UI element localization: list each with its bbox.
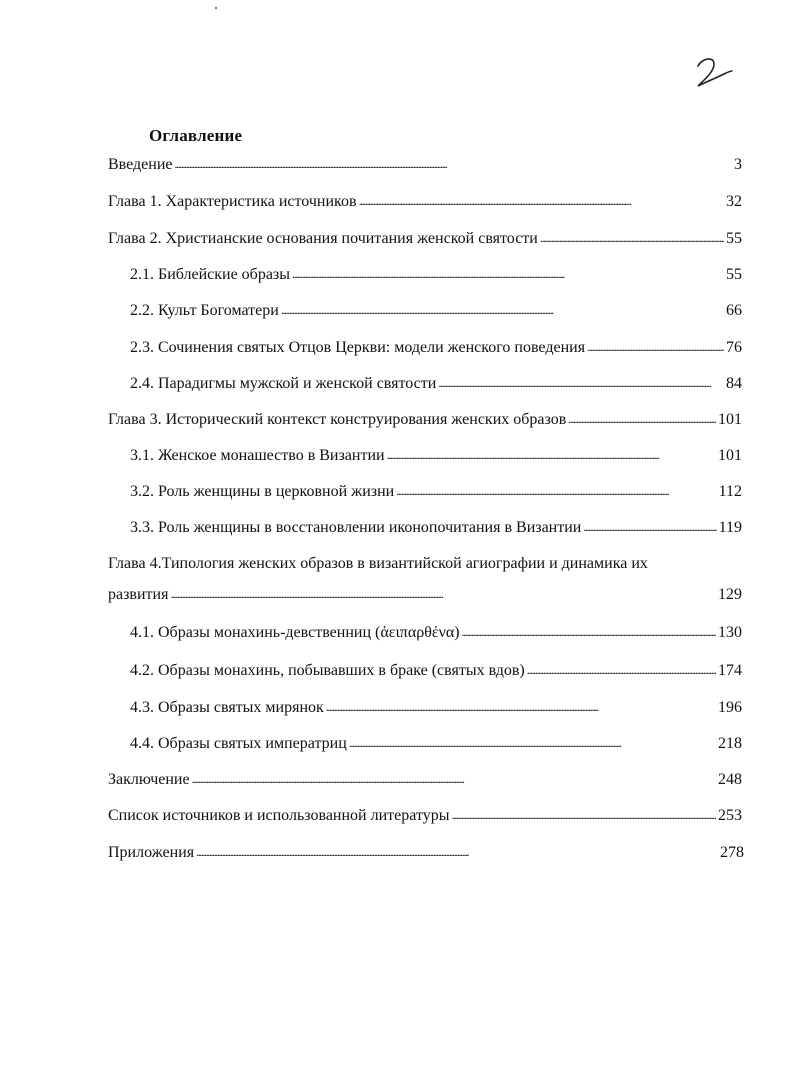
toc-entry-page: 196 bbox=[718, 699, 742, 716]
toc-entry-section-2-4[interactable] bbox=[130, 374, 742, 394]
toc-leader-dots bbox=[451, 805, 716, 825]
toc-entry-chapter-1[interactable] bbox=[108, 192, 742, 212]
toc-entry-label: 2.2. Культ Богоматери bbox=[130, 302, 279, 319]
toc-entry-section-3-3[interactable] bbox=[130, 518, 742, 538]
toc-entry-section-4-3[interactable] bbox=[130, 698, 742, 718]
toc-entry-chapter-4[interactable] bbox=[108, 585, 742, 605]
toc-entry-section-4-1[interactable] bbox=[130, 623, 742, 643]
toc-entry-page: 32 bbox=[726, 193, 742, 210]
toc-leader-dots bbox=[170, 584, 716, 604]
toc-heading: Оглавление bbox=[149, 126, 243, 145]
toc-entry-page: 253 bbox=[718, 807, 742, 824]
toc-entry-conclusion[interactable] bbox=[108, 770, 742, 790]
toc-leader-dots bbox=[396, 481, 716, 501]
toc-entry-section-4-4[interactable] bbox=[130, 734, 742, 754]
toc-entry-label: Список источников и использованной литературы bbox=[108, 807, 450, 824]
toc-leader-dots bbox=[568, 409, 716, 429]
toc-leader-dots bbox=[359, 191, 724, 211]
toc-entry-section-3-1[interactable] bbox=[130, 446, 742, 466]
toc-entry-page: 248 bbox=[718, 771, 742, 788]
toc-entry-page: 278 bbox=[720, 844, 744, 861]
toc-entry-bibliography[interactable] bbox=[108, 806, 742, 826]
toc-leader-dots bbox=[527, 660, 716, 680]
toc-leader-dots bbox=[583, 517, 716, 537]
toc-entry-chapter-2[interactable] bbox=[108, 229, 742, 249]
handwritten-page-number bbox=[690, 52, 740, 92]
handwritten-two-mark bbox=[690, 52, 740, 92]
toc-leader-dots bbox=[175, 154, 733, 174]
toc-entry-page: 55 bbox=[726, 266, 742, 283]
toc-entry-label: 4.3. Образы святых мирянок bbox=[130, 699, 324, 716]
toc-leader-dots bbox=[349, 733, 716, 753]
toc-leader-dots bbox=[438, 373, 724, 393]
toc-entry-label: 3.1. Женское монашество в Византии bbox=[130, 447, 385, 464]
toc-entry-page: 101 bbox=[718, 447, 742, 464]
toc-entry-label: Введение bbox=[108, 156, 173, 173]
toc-entry-appendices[interactable] bbox=[108, 843, 744, 863]
toc-entry-introduction[interactable] bbox=[108, 155, 742, 175]
toc-entry-page: 76 bbox=[726, 339, 742, 356]
toc-entry-section-2-2[interactable] bbox=[130, 301, 742, 321]
toc-entry-label: Глава 1. Характеристика источников bbox=[108, 193, 357, 210]
toc-leader-dots bbox=[292, 264, 724, 284]
toc-entry-page: 130 bbox=[718, 624, 742, 641]
toc-leader-dots bbox=[281, 300, 724, 320]
toc-entry-page: 129 bbox=[718, 586, 742, 603]
toc-entry-label: 2.4. Парадигмы мужской и женской святости bbox=[130, 375, 437, 392]
toc-leader-dots bbox=[462, 622, 716, 642]
toc-entry-page: 112 bbox=[718, 483, 742, 500]
toc-entry-label: Глава 2. Христианские основания почитания женской святости bbox=[108, 230, 538, 247]
toc-entry-label: 2.1. Библейские образы bbox=[130, 266, 290, 283]
toc-entry-label: 4.4. Образы святых императриц bbox=[130, 735, 347, 752]
toc-leader-dots bbox=[192, 769, 716, 789]
toc-entry-page: 218 bbox=[718, 735, 742, 752]
toc-entry-page: 66 bbox=[726, 302, 742, 319]
toc-entry-chapter-3[interactable] bbox=[108, 410, 742, 430]
toc-entry-page: 119 bbox=[718, 519, 742, 536]
toc-entry-section-3-2[interactable] bbox=[130, 482, 742, 502]
toc-entry-page: 55 bbox=[726, 230, 742, 247]
toc-entry-label: Глава 3. Исторический контекст конструирования женских образов bbox=[108, 411, 567, 428]
toc-entry-label: 2.3. Сочинения святых Отцов Церкви: модели женского поведения bbox=[130, 339, 586, 356]
toc-leader-dots bbox=[196, 842, 718, 862]
toc-entry-section-4-2[interactable] bbox=[130, 661, 742, 681]
toc-entry-section-2-1[interactable] bbox=[130, 265, 742, 285]
toc-entry-page: 84 bbox=[726, 375, 742, 392]
toc-entry-label: Приложения bbox=[108, 844, 195, 861]
toc-leader-dots bbox=[387, 445, 716, 465]
toc-leader-dots bbox=[540, 228, 724, 248]
toc-entry-label: Заключение bbox=[108, 771, 190, 788]
toc-leader-dots bbox=[587, 337, 724, 357]
toc-entry-section-2-3[interactable] bbox=[130, 338, 742, 358]
toc-entry-page: 3 bbox=[734, 156, 742, 173]
scan-speck bbox=[215, 7, 217, 9]
toc-entry-label: 3.2. Роль женщины в церковной жизни bbox=[130, 483, 395, 500]
toc-entry-label: развития bbox=[108, 586, 169, 603]
toc-entry-label: 4.2. Образы монахинь, побывавших в браке (святых вдов) bbox=[130, 662, 525, 679]
toc-entry-label: 3.3. Роль женщины в восстановлении иконопочитания в Византии bbox=[130, 519, 582, 536]
toc-entry-chapter-4-line1[interactable]: Глава 4.Типология женских образов в византийской агиографии и динамика их bbox=[108, 555, 648, 572]
toc-entry-label: 4.1. Образы монахинь-девственниц (ἀειπαρθένα) bbox=[130, 624, 460, 641]
toc-entry-page: 101 bbox=[718, 411, 742, 428]
toc-leader-dots bbox=[326, 697, 716, 717]
toc-entry-page: 174 bbox=[718, 662, 742, 679]
